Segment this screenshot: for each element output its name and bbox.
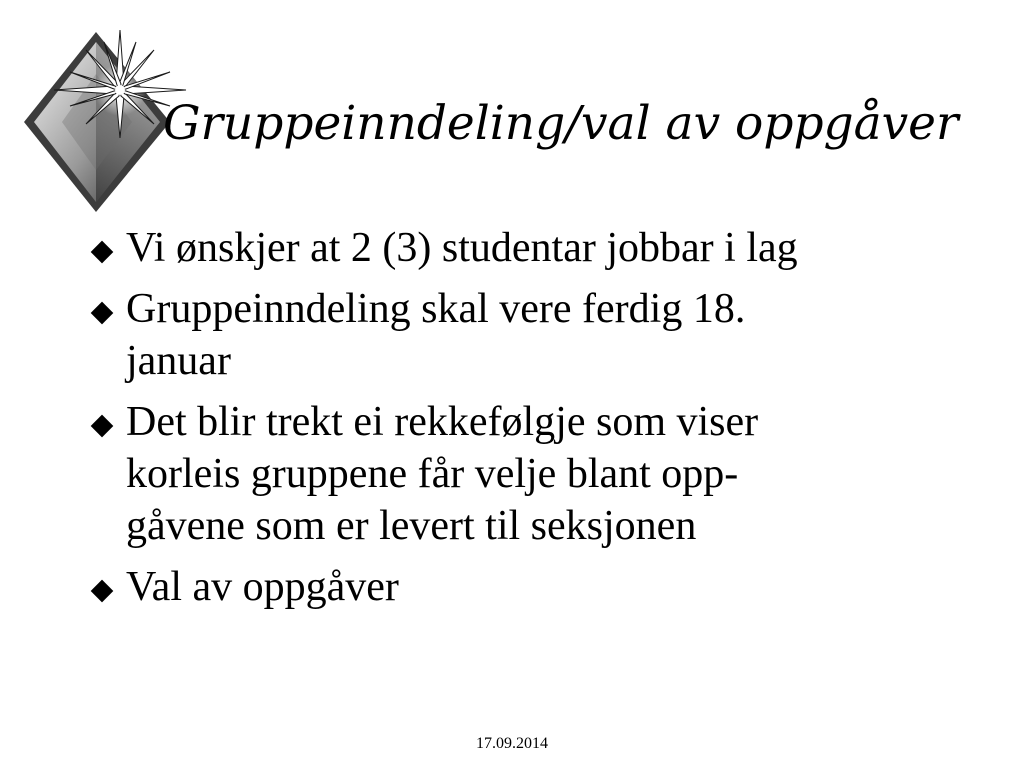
diamond-bullet-icon [91, 302, 114, 325]
bullet-line: Vi ønskjer at 2 (3) studentar jobbar i lag [126, 225, 798, 271]
bullet-item [86, 396, 966, 552]
bullet-line: januar [126, 338, 231, 384]
bullet-item [86, 283, 966, 387]
diamond-bullet-icon [91, 415, 114, 438]
slide-title: Gruppeinndeling/val av oppgåver [163, 96, 959, 151]
bullet-line: Gruppeinndeling skal vere ferdig 18. [126, 286, 746, 332]
bullet-line: gåvene som er levert til seksjonen [126, 503, 697, 549]
footer-date: 17.09.2014 [476, 735, 548, 752]
bullet-item [86, 222, 966, 274]
bullet-line: Det blir trekt ei rekkefølgje som viser [126, 399, 759, 445]
bullet-line: korleis gruppene får velje blant opp- [126, 451, 739, 497]
bullet-item [86, 561, 966, 613]
diamond-bullet-icon [91, 580, 114, 603]
bullet-list [86, 222, 966, 622]
bullet-line: Val av oppgåver [126, 564, 399, 610]
diamond-bullet-icon [91, 241, 114, 264]
